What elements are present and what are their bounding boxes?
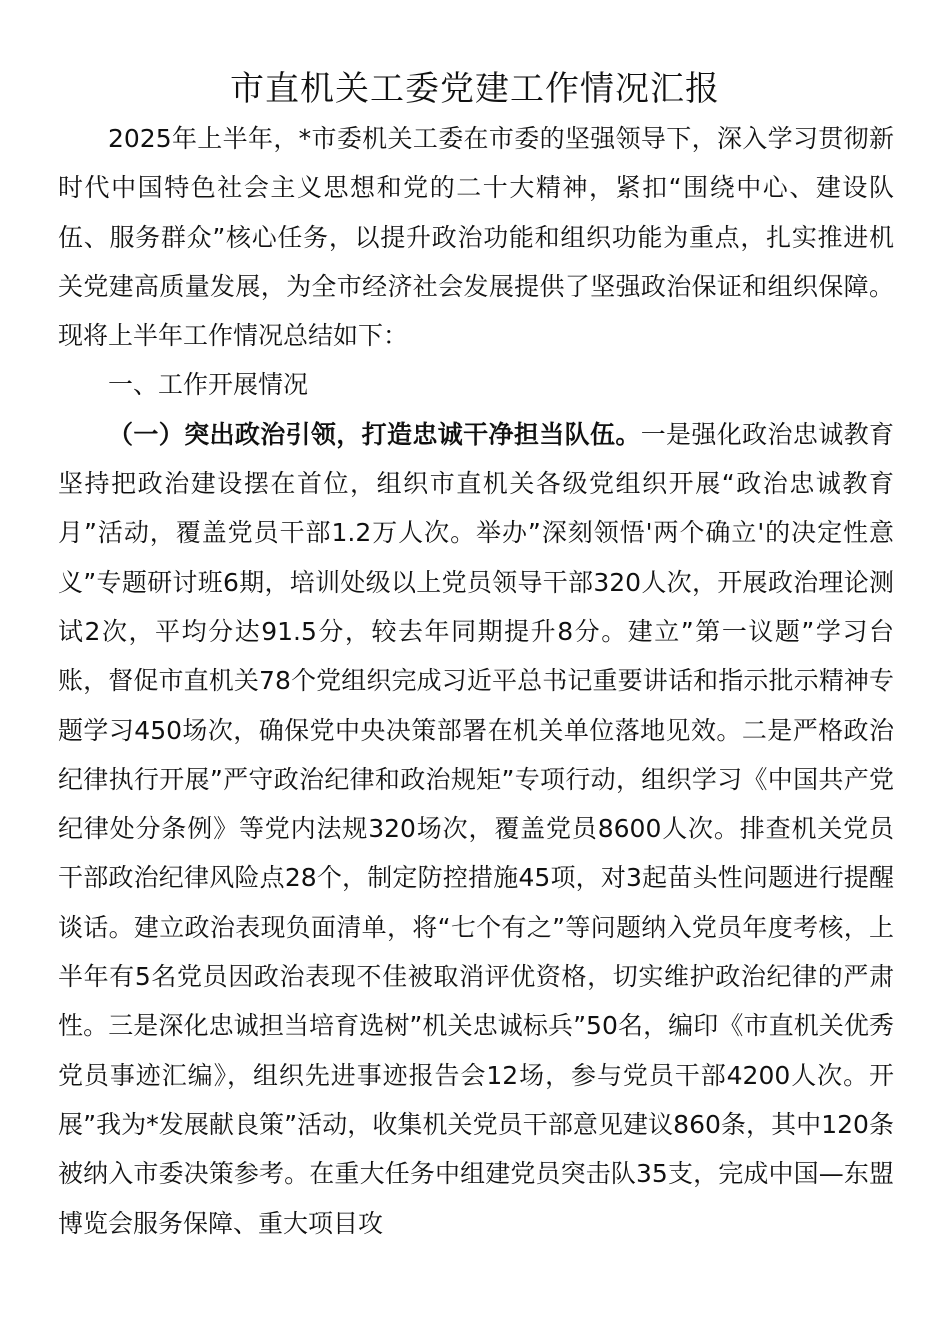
document-title: 市直机关工委党建工作情况汇报: [230, 69, 720, 109]
section-heading: 一、工作开展情况: [108, 370, 309, 400]
intro-paragraph: 2025年上半年，*市委机关工委在市委的坚强领导下，深入学习贯彻新时代中国特色社会主义思想和党的二十大精神，紧扣“围绕中心、建设队伍、服务群众”核心任务，以提升政治功能和组织功能为重点，扎实推进机关党建高质量发展，为全市经济社会发展提供了坚强政治保证和组织保障。现将上半年工作情况总结如下：: [58, 124, 894, 351]
subsection-paragraph: [58, 410, 894, 1248]
subsection-lead: （一）突出政治引领，打造忠诚干净担当队伍。: [108, 419, 641, 449]
document-body: [58, 114, 894, 1248]
subsection-text: 一是强化政治忠诚教育坚持把政治建设摆在首位，组织市直机关各级党组织开展“政治忠诚教育月”活动，覆盖党员干部1.2万人次。举办”深刻领悟'两个确立'的决定性意义”专题研讨班6期，培训处级以上党员领导干部320人次，开展政治理论测试2次，平均分达91.5分，较去年同期提升8分。建立”第一议题”学习台账，督促市直机关78个党组织完成习近平总书记重要讲话和指示批示精神专题学习450场次，确保党中央决策部署在机关单位落地见效。二是严格政治纪律执行开展”严守政治纪律和政治规矩”专项行动，组织学习《中国共产党纪律处分条例》等党内法规320场次，覆盖党员8600人次。排查机关党员干部政治纪律风险点28个，制定防控措施45项，对3起苗头性问题进行提醒谈话。建立政治表现负面清单，将“七个有之”等问题纳入党员年度考核，上半年有5名党员因政治表现不佳被取消评优资格，切实维护政治纪律的严肃性。三是深化忠诚担当培育选树”机关忠诚标兵”50名，编印《市直机关优秀党员事迹汇编》，组织先进事迹报告会12场，参与党员干部4200人次。开展”我为*发展献良策”活动，收集机关党员干部意见建议860条，其中120条被纳入市委决策参考。在重大任务中组建党员突击队35支，完成中国—东盟博览会服务保障、重大项目攻: [58, 419, 894, 1238]
